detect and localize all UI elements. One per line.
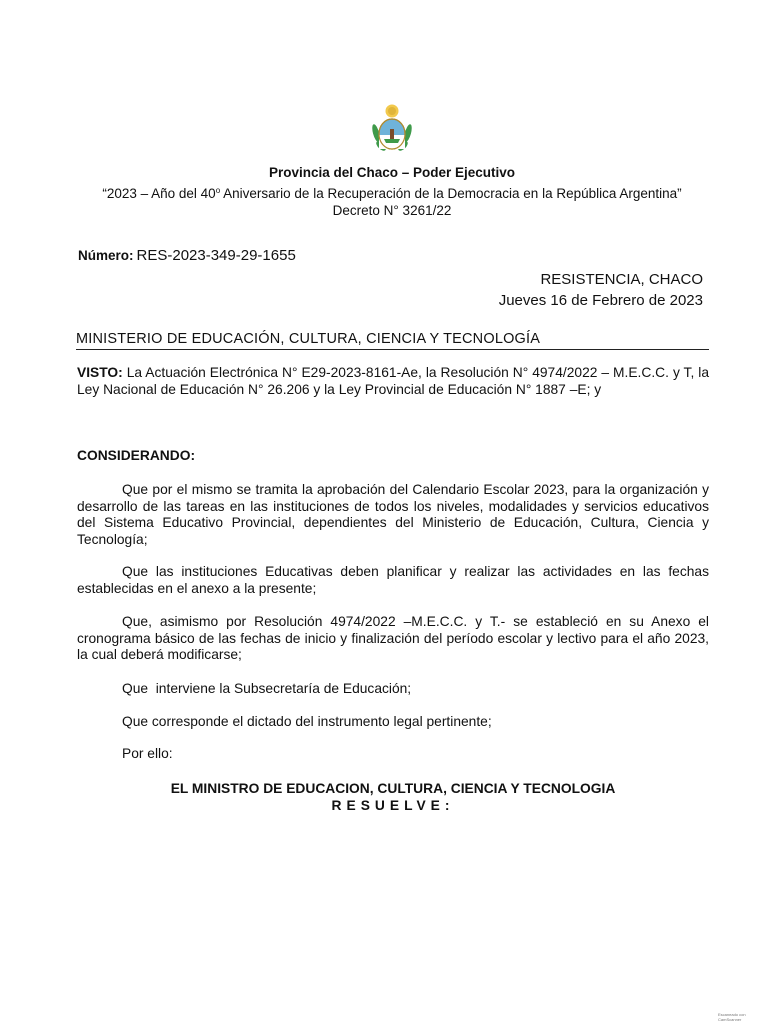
provincial-coat-of-arms xyxy=(372,103,412,155)
sun-of-may xyxy=(386,105,399,118)
resolution-number xyxy=(78,247,296,264)
resolution-number-label: Número: xyxy=(78,248,134,263)
header-title: Provincia del Chaco – Poder Ejecutivo xyxy=(268,165,516,180)
considerando-paragraph-1: Que por el mismo se tramita la aprobación del Calendario Escolar 2023, para la organización y desarrollo de las tareas en las instituciones de todos los niveles, modalidades y servicios educativos del Sistema Educativo Provincial, dependientes del Ministerio de Educación, Cultura, Ciencia y Tecnología; xyxy=(77,482,709,547)
header-motto: “2023 – Año del 40$^o$ Aniversario de la Recuperación de la Democracia en la República Argentina” Decreto N° 3261/22 xyxy=(102,186,682,218)
visto-paragraph: VISTO: La Actuación Electrónica N° E29-2023-8161-Ae, la Resolución N° 4974/2022 – M.E.C.C. y T, la Ley Nacional de Educación N° 26.206 y la Ley Provincial de Educación N° 1887 –E; y xyxy=(77,365,709,397)
ministry-heading: MINISTERIO DE EDUCACIÓN, CULTURA, CIENCIA Y TECNOLOGÍA xyxy=(76,331,709,350)
por-ello: Por ello: xyxy=(122,746,173,761)
scanner-stamp: Escaneado con CamScanner xyxy=(718,1012,746,1022)
date: Jueves 16 de Febrero de 2023 xyxy=(498,292,703,309)
visto-label: VISTO: xyxy=(77,365,123,380)
considerando-paragraph-5: Que corresponde el dictado del instrumento legal pertinente; xyxy=(122,714,492,729)
city: RESISTENCIA, CHACO xyxy=(540,271,703,288)
considerando-paragraph-2: Que las instituciones Educativas deben planificar y realizar las actividades en las fechas establecidas en el anexo a la presente; xyxy=(77,564,709,596)
authority-heading: EL MINISTRO DE EDUCACION, CULTURA, CIENCIA Y TECNOLOGIA xyxy=(170,781,616,796)
considerando-paragraph-4: Que interviene la Subsecretaría de Educación; xyxy=(122,681,412,696)
resolution-number-value: RES-2023-349-29-1655 xyxy=(136,247,296,264)
considerando-paragraph-3: Que, asimismo por Resolución 4974/2022 –M.E.C.C. y T.- se estableció en su Anexo el cronograma básico de las fechas de inicio y finalización del período escolar y lectivo para el año 2023, la cual deberá modificarse; xyxy=(77,614,709,662)
place-and-date xyxy=(499,269,703,311)
considerando-heading: CONSIDERANDO: xyxy=(77,448,196,463)
resuelve-heading: RESUELVE: xyxy=(331,798,455,813)
